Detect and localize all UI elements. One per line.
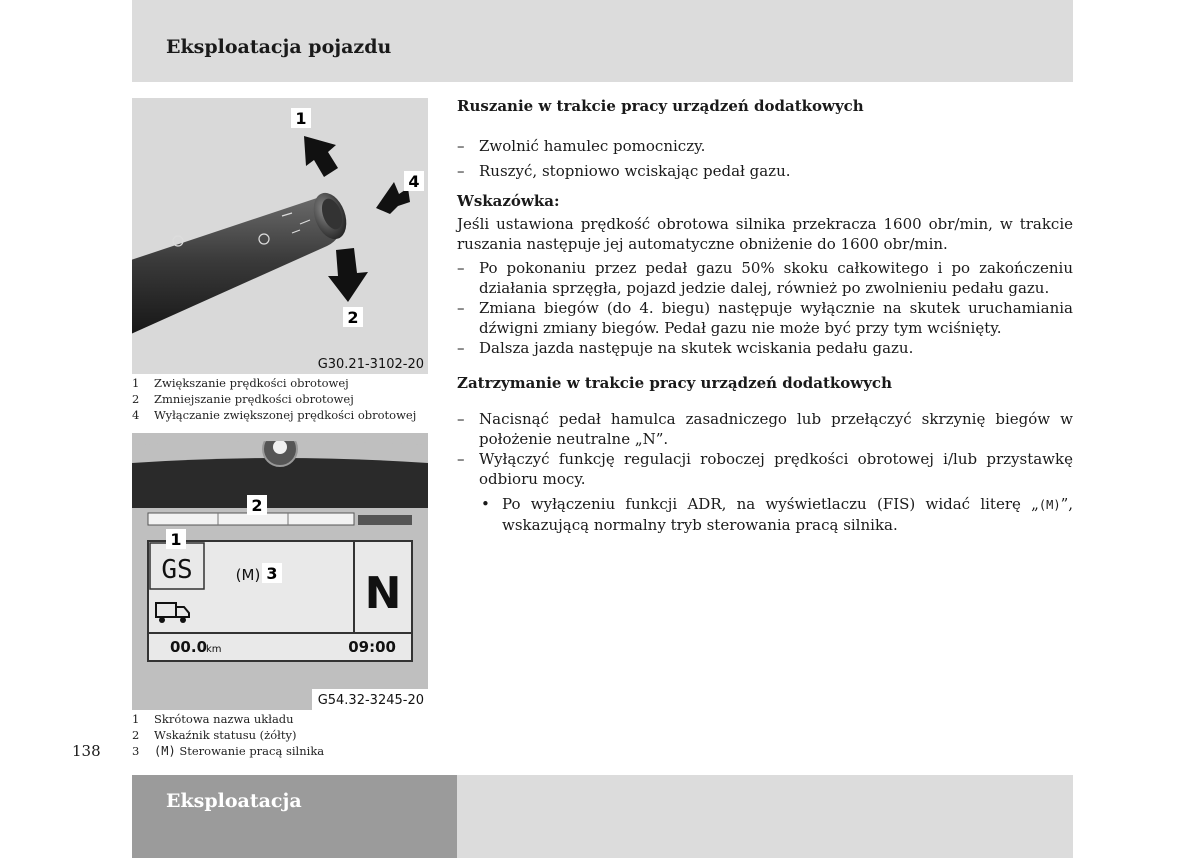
arrow-push-icon [376, 171, 424, 214]
heading-stop: Zatrzymanie w trakcie pracy urządzeń dodatkowych [457, 374, 892, 392]
footer-bar [457, 775, 1073, 858]
footer-tab [132, 775, 457, 858]
figure-display [132, 433, 428, 710]
list-item: – Dalsza jazda następuje na skutek wciskania pedału gazu. [457, 338, 1073, 358]
callout-4: 4 [408, 172, 420, 191]
callout-2: 2 [251, 496, 263, 515]
list-item: – Zmiana biegów (do 4. biegu) następuje wyłącznie na skutek uruchamiania dźwigni zmiany biegów. Pedał gazu nie może być przy tym wciśnięty. [457, 298, 1073, 338]
caption-row: 1 Zwiększanie prędkości obrotowej [132, 376, 349, 390]
list-item: – Ruszyć, stopniowo wciskając pedał gazu. [457, 161, 1073, 181]
list-item: – Wyłączyć funkcję regulacji roboczej prędkości obrotowej i/lub przystawkę odbioru mocy. [457, 449, 1073, 489]
footer-label: Eksploatacja [166, 790, 302, 812]
arrow-up-icon [291, 108, 338, 177]
callout-2: 2 [347, 308, 359, 327]
arrow-down-icon [328, 248, 368, 327]
lever-illustration [132, 98, 428, 374]
page-header [132, 0, 1073, 82]
figure1-caption [132, 375, 416, 423]
list-item: – Po pokonaniu przez pedał gazu 50% skoku całkowitego i po zakończeniu działania sprzęgła, pojazd jedzie dalej, również po zwolnieniu pedału gazu. [457, 258, 1073, 298]
caption-row: 4 Wyłączanie zwiększonej prędkości obrotowej [132, 408, 417, 422]
section-title: Eksploatacja pojazdu [166, 36, 392, 58]
page-number: 138 [72, 742, 101, 760]
callout-1: 1 [170, 530, 182, 549]
distance-value: 00.0 [170, 638, 208, 656]
heading-start: Ruszanie w trakcie pracy urządzeń dodatkowych [457, 97, 864, 115]
callout-1: 1 [295, 109, 307, 128]
mode-indicator: (M) [235, 566, 261, 584]
clock-value: 09:00 [348, 638, 396, 656]
figure-code: G30.21-3102-20 [317, 357, 424, 372]
caption-row: 1 Skrótowa nazwa układu [132, 712, 294, 726]
figure-lever [132, 98, 428, 374]
figure2-caption [132, 711, 324, 759]
list-item: – Zwolnić hamulec pomocniczy. [457, 136, 1073, 156]
bullet-item: • Po wyłączeniu funkcji ADR, na wyświetlaczu (FIS) widać literę „(M)”, wskazującą normalny tryb sterowania pracą silnika. [457, 494, 1073, 535]
caption-row: 3 (M) Sterowanie pracą silnika [132, 744, 325, 758]
system-short-name: GS [161, 555, 193, 585]
figure-code: G54.32-3245-20 [317, 693, 424, 708]
main-text [457, 96, 1073, 535]
note-text: Jeśli ustawiona prędkość obrotowa silnika przekracza 1600 obr/min, w trakcie ruszania następuje jej automatyczne obniżenie do 1600 obr/min. [457, 215, 1073, 253]
caption-row: 2 Wskaźnik statusu (żółty) [132, 728, 297, 742]
list-item: – Nacisnąć pedał hamulca zasadniczego lub przełączyć skrzynię biegów w położenie neutralne „N”. [457, 409, 1073, 449]
display-illustration [132, 433, 428, 710]
caption-row: 2 Zmniejszanie prędkości obrotowej [132, 392, 354, 406]
note-title: Wskazówka: [457, 192, 560, 210]
gear-indicator: N [364, 568, 402, 619]
distance-unit: km [206, 644, 222, 655]
callout-3: 3 [266, 564, 278, 583]
